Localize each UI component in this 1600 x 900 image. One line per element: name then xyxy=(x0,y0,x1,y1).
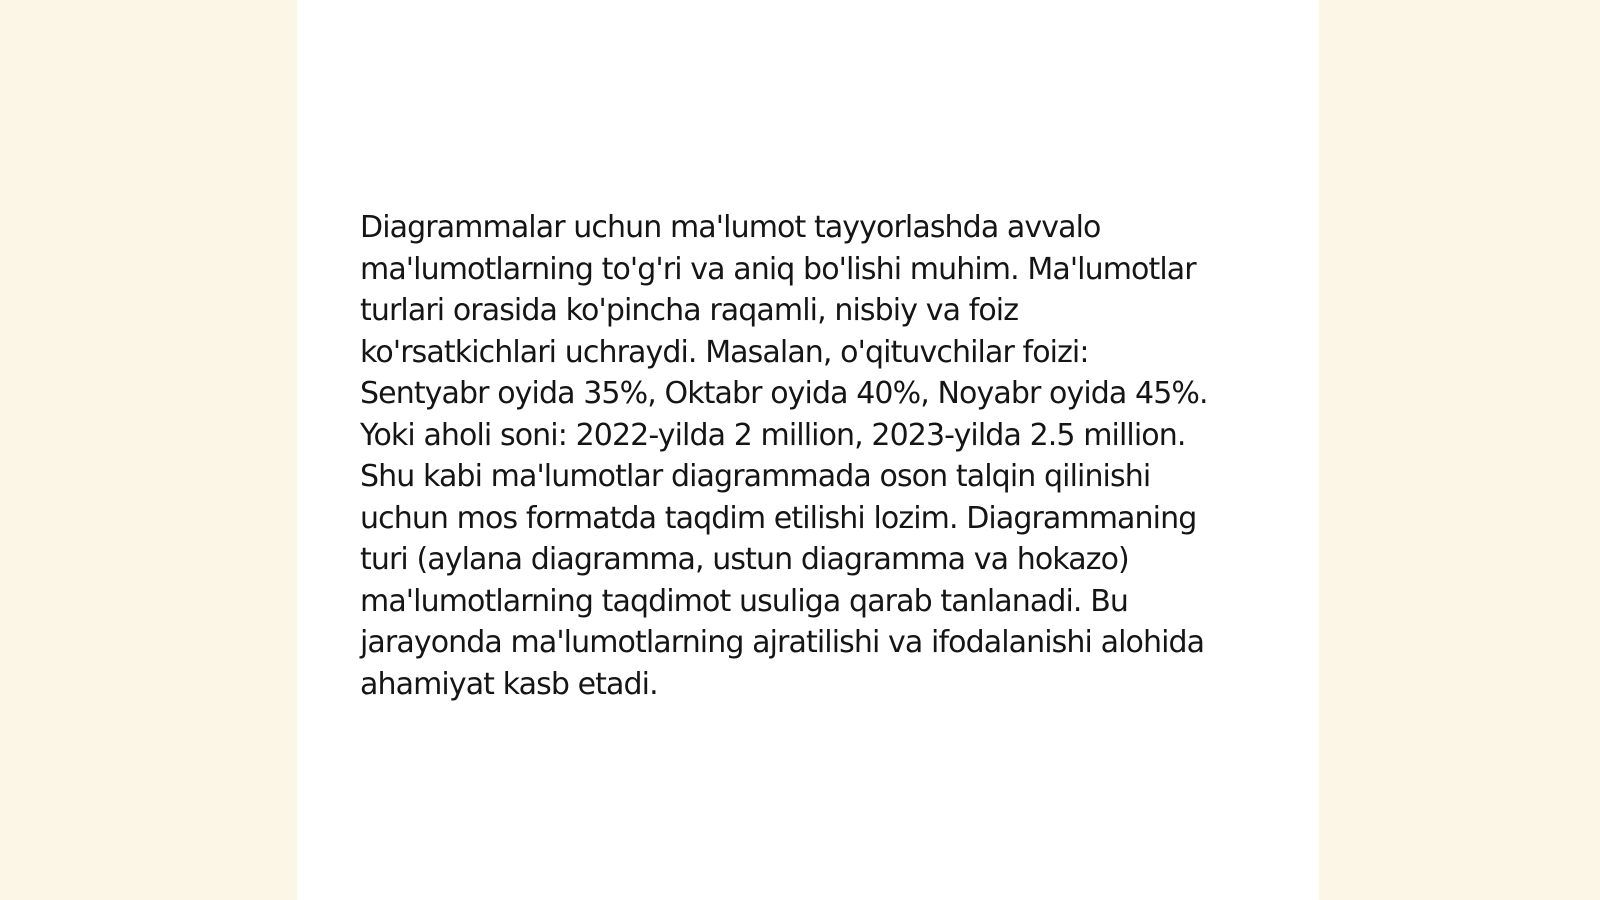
body-paragraph: Diagrammalar uchun ma'lumot tayyorlashda avvalo ma'lumotlarning to'g'ri va aniq bo'lishi muhim. Ma'lumotlar turlari orasida ko'pincha raqamli, nisbiy va foiz ko'rsatkichlari uchraydi. Masalan, o'qituvchilar foizi: Sentyabr oyida 35%, Oktabr oyida 40%, Noyabr oyida 45%. Yoki aholi soni: 2022-yilda 2 million, 2023-yilda 2.5 million. Shu kabi ma'lumotlar diagrammada oson talqin qilinishi uchun mos formatda taqdim etilishi lozim. Diagrammaning turi (aylana diagramma, ustun diagramma va hokazo) ma'lumotlarning taqdimot usuliga qarab tanlanadi. Bu jarayonda ma'lumotlarning ajratilishi va ifodalanishi alohida ahamiyat kasb etadi. xyxy=(360,210,1208,702)
